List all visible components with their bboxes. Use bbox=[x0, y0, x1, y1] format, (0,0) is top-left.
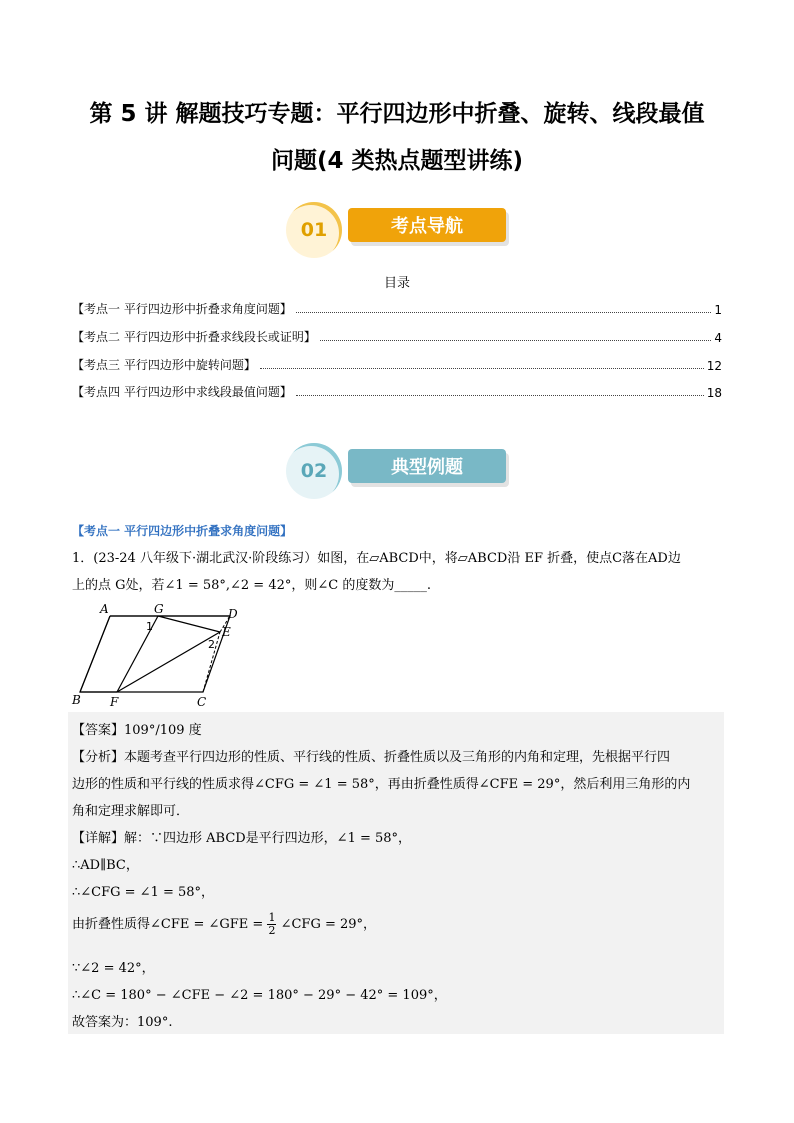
badge-navigation bbox=[286, 202, 510, 260]
detail-line: ∵∠2 = 42°， bbox=[72, 961, 155, 976]
toc-item[interactable] bbox=[72, 328, 722, 345]
label-D: D bbox=[228, 607, 238, 621]
detail-line: 【详解】解：∵四边形 ABCD是平行四边形，∠1 = 58°， bbox=[72, 831, 412, 846]
toc-item-page: 4 bbox=[714, 331, 722, 345]
toc-item[interactable] bbox=[72, 383, 722, 400]
badge-label: 典型例题 bbox=[348, 449, 506, 483]
fraction-numerator: 1 bbox=[268, 911, 276, 924]
toc-item-label: 【考点一 平行四边形中折叠求角度问题】 bbox=[72, 302, 292, 316]
toc-leader bbox=[320, 340, 712, 341]
analysis-line: 边形的性质和平行线的性质求得∠CFG = ∠1 = 58°，再由折叠性质得∠CFE = 29°，然后利用三角形的内 bbox=[72, 777, 691, 792]
analysis-line: 角和定理求解即可． bbox=[72, 804, 190, 819]
toc-leader bbox=[296, 395, 704, 396]
detail-text: ∠CFG = 29°， bbox=[280, 917, 377, 932]
label-F: F bbox=[110, 695, 119, 709]
fraction-denominator: 2 bbox=[268, 924, 276, 937]
detail-line: ∴AD∥BC， bbox=[72, 858, 139, 873]
angle-2-label: 2 bbox=[208, 638, 215, 651]
parallelogram-figure bbox=[70, 600, 260, 712]
page-title-line2: 问题(4 类热点题型讲练) bbox=[270, 148, 524, 174]
toc-item-page: 18 bbox=[706, 386, 722, 400]
badge-number: 01 bbox=[286, 202, 342, 258]
detail-line: 故答案为：109°. bbox=[72, 1015, 173, 1030]
fraction bbox=[267, 912, 276, 937]
problem-text-line1: 1．(23-24 八年级下·湖北武汉·阶段练习）如图，在▱ABCD中，将▱ABCD沿 EF 折叠，使点C落在AD边 bbox=[72, 551, 681, 566]
detail-line-fraction bbox=[72, 912, 724, 937]
toc-item[interactable] bbox=[72, 300, 722, 317]
detail-line: ∴∠CFG = ∠1 = 58°， bbox=[72, 885, 215, 900]
angle-1-label: 1 bbox=[146, 620, 153, 633]
toc-title: 目录 bbox=[383, 276, 410, 291]
label-A: A bbox=[100, 602, 109, 616]
badge-examples bbox=[286, 443, 510, 501]
problem-text-line2: 上的点 G处，若∠1 = 58°,∠2 = 42°，则∠C 的度数为_____. bbox=[72, 578, 431, 593]
toc-item[interactable] bbox=[72, 356, 722, 373]
section-heading: 【考点一 平行四边形中折叠求角度问题】 bbox=[72, 524, 293, 538]
toc-item-label: 【考点三 平行四边形中旋转问题】 bbox=[72, 358, 256, 372]
toc-item-label: 【考点四 平行四边形中求线段最值问题】 bbox=[72, 385, 292, 399]
detail-line: ∴∠C = 180° − ∠CFE − ∠2 = 180° − 29° − 42° = 109°， bbox=[72, 988, 447, 1003]
analysis-line: 【分析】本题考查平行四边形的性质、平行线的性质、折叠性质以及三角形的内角和定理，先根据平行四 bbox=[72, 750, 671, 765]
label-G: G bbox=[154, 602, 164, 616]
badge-label: 考点导航 bbox=[348, 208, 506, 242]
label-E: E bbox=[222, 625, 231, 639]
toc-leader bbox=[260, 368, 704, 369]
answer-line: 【答案】109°/109 度 bbox=[72, 723, 202, 738]
detail-text: 由折叠性质得∠CFE = ∠GFE = bbox=[72, 917, 268, 932]
toc-leader bbox=[296, 312, 712, 313]
toc-item-page: 12 bbox=[706, 359, 722, 373]
label-B: B bbox=[72, 693, 81, 707]
toc-item-label: 【考点二 平行四边形中折叠求线段长或证明】 bbox=[72, 330, 316, 344]
label-C: C bbox=[197, 695, 207, 709]
page-title-line1: 第 5 讲 解题技巧专题：平行四边形中折叠、旋转、线段最值 bbox=[89, 101, 705, 127]
toc-item-page: 1 bbox=[714, 303, 722, 317]
badge-number: 02 bbox=[286, 443, 342, 499]
